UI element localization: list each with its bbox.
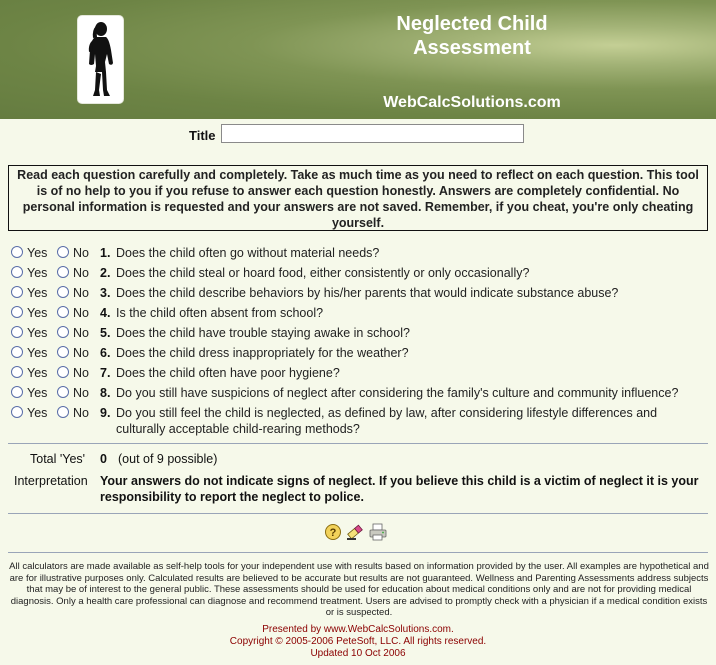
yes-label: Yes (27, 406, 48, 420)
question-text: Does the child often go without material needs? (116, 246, 380, 260)
total-yes-suffix: (out of 9 possible) (118, 452, 218, 466)
no-radio[interactable] (57, 306, 69, 318)
question-row (0, 365, 716, 385)
question-number: 5. (100, 326, 111, 340)
logo (77, 15, 124, 104)
help-icon[interactable] (324, 523, 342, 541)
question-number: 1. (100, 246, 111, 260)
no-label: No (73, 306, 89, 320)
yes-radio[interactable] (11, 346, 23, 358)
question-row (0, 405, 716, 436)
yes-label: Yes (27, 266, 48, 280)
interpretation-text: Your answers do not indicate signs of neglect. If you believe this child is a victim of neglect it is your responsibility to report the neglect to police. (100, 474, 699, 504)
title-label: Title (189, 128, 216, 143)
no-radio[interactable] (57, 286, 69, 298)
no-radio[interactable] (57, 406, 69, 418)
question-text: Does the child steal or hoard food, either consistently or only occasionally? (116, 266, 530, 280)
yes-label: Yes (27, 286, 48, 300)
question-row (0, 265, 716, 285)
question-row (0, 245, 716, 265)
no-label: No (73, 346, 89, 360)
question-number: 2. (100, 266, 111, 280)
no-label: No (73, 406, 89, 420)
question-text: Does the child describe behaviors by his/her parents that would indicate substance abuse? (116, 286, 619, 300)
total-yes-label: Total 'Yes' (30, 452, 86, 466)
no-radio[interactable] (57, 266, 69, 278)
yes-radio[interactable] (11, 306, 23, 318)
yes-radio[interactable] (11, 406, 23, 418)
yes-radio[interactable] (11, 246, 23, 258)
yes-label: Yes (27, 246, 48, 260)
page-title-line2: Assessment (413, 37, 531, 59)
updated-date: Updated 10 Oct 2006 (310, 648, 406, 659)
no-label: No (73, 326, 89, 340)
divider (8, 513, 708, 514)
copyright: Copyright © 2005-2006 PeteSoft, LLC. All rights reserved. (229, 636, 487, 647)
question-row (0, 345, 716, 365)
question-text: Do you still feel the child is neglected, as defined by law, after considering lifestyle differences and culturally acceptable child-rearing methods? (116, 406, 658, 436)
question-row (0, 285, 716, 305)
no-radio[interactable] (57, 326, 69, 338)
divider (8, 443, 708, 444)
yes-label: Yes (27, 366, 48, 380)
question-row (0, 385, 716, 405)
title-input[interactable] (221, 124, 524, 143)
divider (8, 552, 708, 553)
yes-label: Yes (27, 346, 48, 360)
yes-radio[interactable] (11, 266, 23, 278)
no-radio[interactable] (57, 366, 69, 378)
question-number: 9. (100, 406, 111, 420)
no-radio[interactable] (57, 386, 69, 398)
question-number: 7. (100, 366, 111, 380)
no-radio[interactable] (57, 246, 69, 258)
total-yes-value: 0 (100, 452, 107, 466)
question-text: Do you still have suspicions of neglect after considering the family's culture and community influence? (116, 386, 679, 400)
question-row (0, 305, 716, 325)
no-label: No (73, 366, 89, 380)
no-radio[interactable] (57, 346, 69, 358)
no-label: No (73, 286, 89, 300)
question-number: 3. (100, 286, 111, 300)
eraser-icon[interactable] (345, 523, 365, 541)
question-row (0, 325, 716, 345)
print-icon[interactable] (368, 523, 388, 541)
question-text: Is the child often absent from school? (116, 306, 324, 320)
brand-link[interactable]: WebCalcSolutions.com (383, 94, 561, 111)
no-label: No (73, 386, 89, 400)
yes-label: Yes (27, 306, 48, 320)
page-title-line1: Neglected Child (396, 13, 548, 35)
disclaimer: All calculators are made available as self-help tools for your independent use with results based on information provided by the user. All examples are hypothetical and are for illustrative purposes only. Calculated results are believed to be accurate but results are not guaranteed. Wellness and Parenting Assessments address subjects that may be of interest to the general public. These assessments should be used for education about medical conditions only and are not for providing medical diagnosis. Only a health care professional can diagnose and recommend treatment. Users are advised to promptly check with a physician if a medical condition exists or is suspected. (9, 561, 709, 618)
no-label: No (73, 266, 89, 280)
child-silhouette-icon (78, 16, 123, 103)
yes-radio[interactable] (11, 366, 23, 378)
instructions-box: Read each question carefully and completely. Take as much time as you need to reflect on each question. This tool is of no help to you if you refuse to answer each question honestly. Answers are completely confidential. No personal information is requested and your answers are not saved. Remember, if you cheat, you're only cheating yourself. (8, 165, 708, 231)
question-number: 8. (100, 386, 111, 400)
interpretation-label: Interpretation (14, 474, 88, 488)
question-number: 6. (100, 346, 111, 360)
yes-radio[interactable] (11, 326, 23, 338)
question-text: Does the child have trouble staying awake in school? (116, 326, 410, 340)
presented-by-link[interactable]: Presented by www.WebCalcSolutions.com. (262, 624, 454, 635)
yes-label: Yes (27, 386, 48, 400)
header-banner (0, 0, 716, 119)
question-text: Does the child dress inappropriately for the weather? (116, 346, 409, 360)
question-text: Does the child often have poor hygiene? (116, 366, 340, 380)
question-number: 4. (100, 306, 111, 320)
svg-text:?: ? (329, 527, 337, 539)
no-label: No (73, 246, 89, 260)
yes-label: Yes (27, 326, 48, 340)
yes-radio[interactable] (11, 286, 23, 298)
yes-radio[interactable] (11, 386, 23, 398)
